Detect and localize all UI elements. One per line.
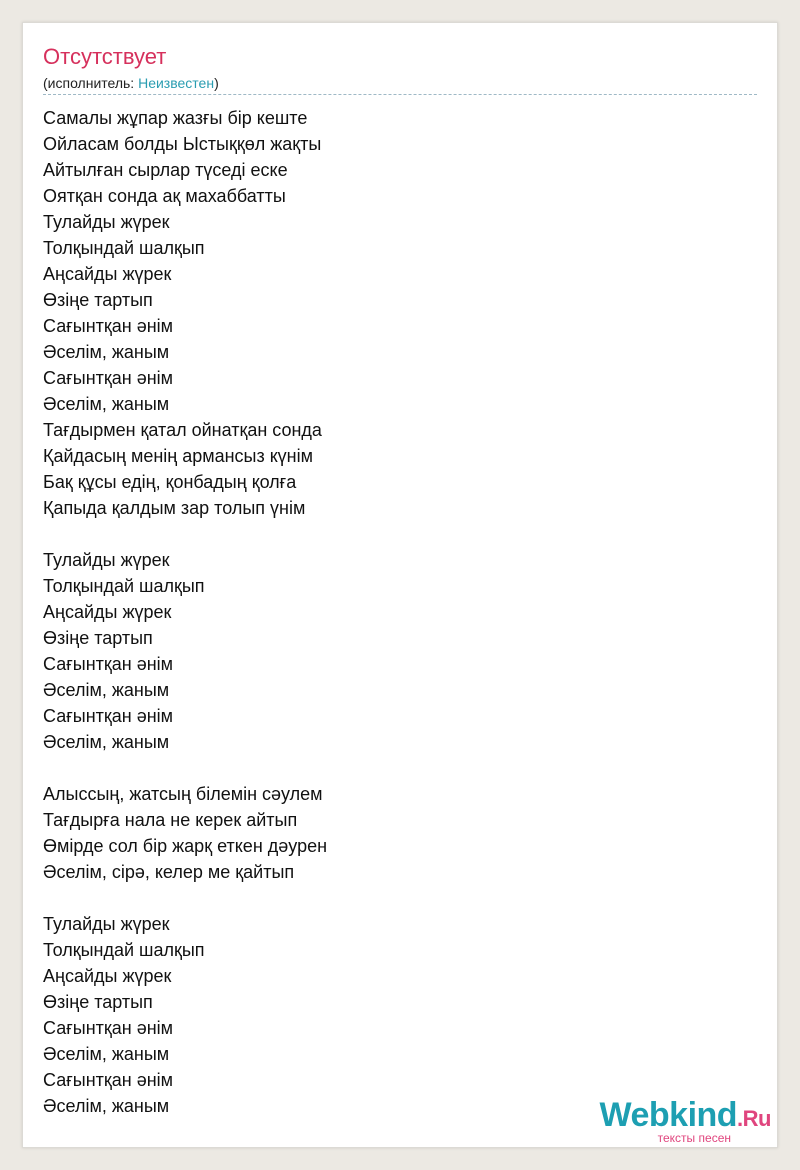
- site-logo[interactable]: [600, 1098, 772, 1144]
- lyric-line: Толқындай шалқып: [43, 940, 205, 960]
- lyric-line: Тағдырмен қатал ойнатқан сонда: [43, 420, 322, 440]
- lyric-line: [43, 521, 327, 547]
- lyrics-card: [22, 22, 778, 1148]
- lyric-line: Сағынтқан әнім: [43, 1070, 174, 1090]
- artist-link[interactable]: Неизвестен: [138, 75, 215, 91]
- lyric-line: Сағынтқан әнім: [43, 654, 174, 674]
- lyric-line: Бақ құсы едің, қонбадың қолға: [43, 472, 297, 492]
- lyric-line: Әселім, жаным: [43, 732, 170, 752]
- lyrics-text: [43, 105, 327, 1119]
- artist-suffix: ): [214, 75, 219, 91]
- lyric-line: Әселім, жаным: [43, 342, 170, 362]
- title-divider: [43, 94, 757, 95]
- lyric-line: Әселім, сірә, келер ме қайтып: [43, 862, 295, 882]
- lyric-line: Сағынтқан әнім: [43, 706, 174, 726]
- lyric-line: Ойласам болды Ыстыққөл жақты: [43, 134, 322, 154]
- lyric-line: Сағынтқан әнім: [43, 1018, 174, 1038]
- logo-main-text: Webkind: [599, 1096, 738, 1134]
- artist-line: [43, 74, 219, 92]
- lyric-line: Тағдырға нала не керек айтып: [43, 810, 298, 830]
- lyric-line: Өзіңе тартып: [43, 992, 153, 1012]
- logo-tld: .Ru: [737, 1106, 771, 1131]
- lyric-line: Оятқан сонда ақ махаббатты: [43, 186, 286, 206]
- song-title: Отсутствует: [43, 44, 167, 69]
- lyric-line: Сағынтқан әнім: [43, 368, 174, 388]
- lyric-line: Толқындай шалқып: [43, 576, 205, 596]
- lyric-line: Әселім, жаным: [43, 1044, 170, 1064]
- lyric-line: Әселім, жаным: [43, 680, 170, 700]
- lyric-line: Тулайды жүрек: [43, 914, 170, 934]
- lyric-line: Айтылған сырлар түседі еске: [43, 160, 288, 180]
- lyric-line: [43, 885, 327, 911]
- lyric-line: Қайдасың менің армансыз күнім: [43, 446, 313, 466]
- logo-tagline: тексты песен: [657, 1131, 731, 1145]
- lyric-line: Аңсайды жүрек: [43, 602, 172, 622]
- lyric-line: Өзіңе тартып: [43, 290, 153, 310]
- lyric-line: Әселім, жаным: [43, 1096, 170, 1116]
- lyric-line: Сағынтқан әнім: [43, 316, 174, 336]
- lyric-line: Тулайды жүрек: [43, 550, 170, 570]
- lyric-line: Қапыда қалдым зар толып үнім: [43, 498, 306, 518]
- artist-prefix: (исполнитель:: [43, 75, 139, 91]
- lyric-line: Самалы жұпар жазғы бір кеште: [43, 108, 308, 128]
- lyric-line: Әселім, жаным: [43, 394, 170, 414]
- lyric-line: Алыссың, жатсың білемін сәулем: [43, 784, 323, 804]
- lyric-line: Аңсайды жүрек: [43, 966, 172, 986]
- lyric-line: [43, 755, 327, 781]
- lyric-line: Өзіңе тартып: [43, 628, 153, 648]
- lyric-line: Аңсайды жүрек: [43, 264, 172, 284]
- lyric-line: Толқындай шалқып: [43, 238, 205, 258]
- lyric-line: Өмірде сол бір жарқ еткен дәурен: [43, 836, 328, 856]
- lyric-line: Тулайды жүрек: [43, 212, 170, 232]
